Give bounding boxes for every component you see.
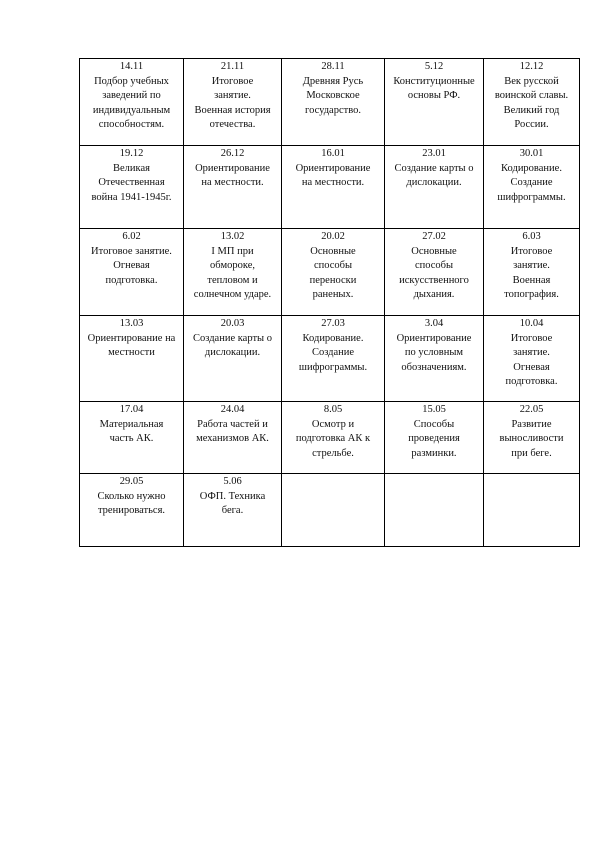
table-row	[80, 474, 580, 547]
table-row	[80, 59, 580, 146]
table-cell	[80, 402, 184, 474]
cell-topic: Ориентирование на местности.	[295, 162, 371, 189]
cell-date: 5.12	[424, 61, 444, 72]
cell-topic: Подбор учебных заведений по индивидуальным способностям.	[92, 75, 171, 131]
table-cell	[484, 402, 580, 474]
table-row	[80, 146, 580, 229]
table-cell	[484, 316, 580, 402]
table-cell	[385, 229, 484, 316]
table-cell	[385, 59, 484, 146]
cell-date: 27.02	[422, 231, 446, 242]
cell-topic: Работа частей и механизмов АК.	[196, 418, 269, 445]
table-cell	[484, 229, 580, 316]
table-cell	[80, 59, 184, 146]
table-cell-empty	[282, 474, 385, 547]
cell-topic: Великая Отечественная война 1941-1945г.	[91, 162, 172, 203]
cell-date: 29.05	[119, 476, 144, 487]
table-cell	[484, 59, 580, 146]
table-cell	[282, 229, 385, 316]
cell-date: 17.04	[119, 404, 144, 415]
cell-date: 20.02	[321, 231, 345, 242]
cell-topic: Основные способы переноски раненых.	[309, 245, 357, 301]
table-row	[80, 316, 580, 402]
cell-date: 14.11	[119, 61, 144, 72]
cell-date: 16.01	[321, 148, 345, 159]
table-row	[80, 402, 580, 474]
cell-topic: Ориентирование на местности	[87, 332, 176, 359]
table-cell	[80, 316, 184, 402]
cell-date: 28.11	[321, 61, 345, 72]
cell-date: 12.12	[519, 61, 544, 72]
cell-topic: Итоговое занятие. Огневая подготовка.	[91, 245, 172, 286]
table-cell	[80, 474, 184, 547]
cell-date: 10.04	[519, 318, 544, 329]
cell-topic: Создание карты о дислокации.	[193, 332, 272, 359]
table-cell	[282, 402, 385, 474]
cell-topic: Конституционные основы РФ.	[393, 75, 475, 102]
table-cell	[184, 402, 282, 474]
cell-topic: ОФП. Техника бега.	[199, 490, 266, 517]
table-cell	[184, 229, 282, 316]
table-cell	[184, 316, 282, 402]
table-cell	[80, 146, 184, 229]
cell-date: 13.02	[220, 231, 245, 242]
cell-date: 8.05	[323, 404, 343, 415]
cell-topic: I МП при обмороке, тепловом и солнечном ударе.	[193, 245, 272, 301]
table-cell	[184, 474, 282, 547]
table-cell	[184, 59, 282, 146]
cell-topic: Основные способы искусственного дыхания.	[399, 245, 469, 301]
cell-topic: Ориентирование на местности.	[195, 162, 270, 189]
table-row	[80, 229, 580, 316]
cell-topic: Сколько нужно тренироваться.	[97, 490, 166, 517]
cell-topic: Итоговое занятие. Военная топография.	[504, 245, 559, 301]
cell-date: 21.11	[220, 61, 245, 72]
cell-date: 15.05	[422, 404, 446, 415]
cell-topic: Способы проведения разминки.	[408, 418, 460, 459]
cell-topic: Кодирование. Создание шифрограммы.	[298, 332, 368, 373]
cell-date: 30.01	[519, 148, 544, 159]
cell-date: 6.02	[122, 231, 141, 242]
table-cell	[385, 146, 484, 229]
cell-topic: Кодирование. Создание шифрограммы.	[497, 162, 566, 203]
cell-topic: Осмотр и подготовка АК к стрельбе.	[295, 418, 371, 459]
table-cell	[385, 316, 484, 402]
cell-topic: Итоговое занятие. Огневая подготовка.	[505, 332, 558, 388]
cell-topic: Развитие выносливости при беге.	[499, 418, 564, 459]
cell-date: 22.05	[519, 404, 544, 415]
table-cell	[484, 146, 580, 229]
cell-date: 24.04	[220, 404, 245, 415]
cell-topic: Итоговое занятие. Военная история отечества.	[194, 75, 271, 131]
table-cell-empty	[484, 474, 580, 547]
cell-topic: Ориентирование по условным обозначениям.	[396, 332, 472, 373]
cell-date: 6.03	[522, 231, 541, 242]
cell-date: 19.12	[119, 148, 144, 159]
cell-date: 26.12	[220, 148, 245, 159]
cell-date: 5.06	[223, 476, 242, 487]
table-cell	[282, 316, 385, 402]
cell-date: 23.01	[422, 148, 446, 159]
table-cell-empty	[385, 474, 484, 547]
cell-topic: Материальная часть АК.	[99, 418, 164, 445]
schedule-table	[79, 58, 580, 547]
table-cell	[184, 146, 282, 229]
table-cell	[282, 146, 385, 229]
cell-topic: Век русской воинской славы. Великий год России.	[494, 75, 569, 131]
cell-date: 3.04	[424, 318, 444, 329]
table-cell	[385, 402, 484, 474]
cell-topic: Древняя Русь Московское государство.	[302, 75, 364, 116]
cell-topic: Создание карты о дислокации.	[394, 162, 474, 189]
cell-date: 20.03	[220, 318, 245, 329]
table-cell	[80, 229, 184, 316]
table-cell	[282, 59, 385, 146]
cell-date: 13.03	[119, 318, 144, 329]
cell-date: 27.03	[321, 318, 345, 329]
